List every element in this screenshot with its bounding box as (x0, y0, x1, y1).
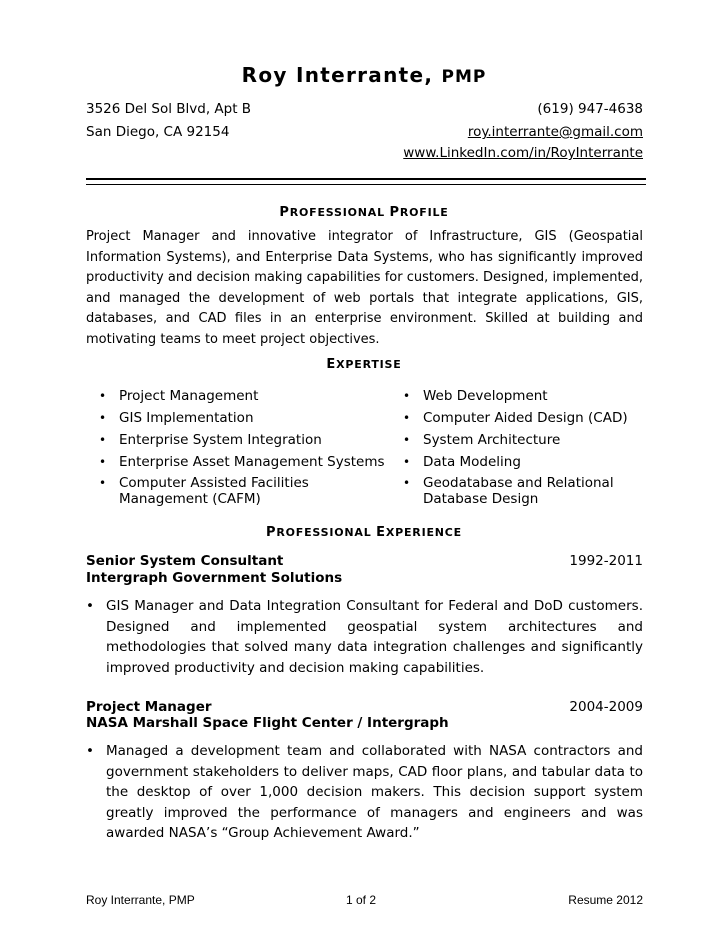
address-line-2: San Diego, CA 92154 (86, 124, 230, 140)
job-company: Intergraph Government Solutions (86, 570, 343, 586)
page-number: 1 of 2 (346, 893, 377, 907)
profile-summary: Project Manager and innovative integrator of Infrastructure, GIS (Geospatial Information Systems), and Enterprise Data Systems, who has significantly improved productivity and decision making capabilities for customers. Designed, implemented, and managed the development of web portals that integrate applications, GIS, databases, and CAD files in an enterprise environment. Skilled at building and motivating teams to meet project objectives. (86, 229, 643, 347)
profile-heading: PROFESSIONAL PROFILE (279, 205, 449, 220)
email-link[interactable]: roy.interrante@gmail.com (467, 124, 643, 140)
header-divider-thin (86, 184, 646, 185)
job-description: • Managed a development team and collaborated with NASA contractors and government stakeholders to deliver maps, CAD floor plans, and tabular data to the desktop of over 1,000 decision makers. This decision support system greatly improved the performance of managers and engineers and was awarded NASA’s “Group Achievement Award.” (86, 743, 643, 842)
job-company: NASA Marshall Space Flight Center / Intergraph (86, 715, 449, 731)
address-line-1: 3526 Del Sol Blvd, Apt B (86, 101, 252, 117)
candidate-name: Roy Interrante, (241, 63, 434, 87)
experience-heading: PROFESSIONAL EXPERIENCE (266, 525, 462, 540)
job-description: • GIS Manager and Data Integration Consultant for Federal and DoD customers. Designed and implemented geospatial system architectures and methodologies that solved many data integration challenges and significantly improved productivity and decision making capabilities. (86, 598, 643, 676)
job-title: Project Manager (86, 699, 212, 715)
job-years: 2004-2009 (569, 699, 643, 715)
header-divider-thick (86, 178, 646, 180)
footer-doc-label: Resume 2012 (568, 893, 643, 907)
phone: (619) 947-4638 (537, 101, 643, 117)
linkedin-link[interactable]: www.LinkedIn.com/in/RoyInterrante (403, 145, 643, 161)
job-years: 1992-2011 (569, 553, 643, 569)
expertise-heading: EXPERTISE (326, 357, 402, 372)
job-title: Senior System Consultant (86, 553, 284, 569)
page-title (0, 63, 728, 87)
footer-name: Roy Interrante, PMP (86, 893, 195, 907)
credential: PMP (441, 67, 487, 87)
